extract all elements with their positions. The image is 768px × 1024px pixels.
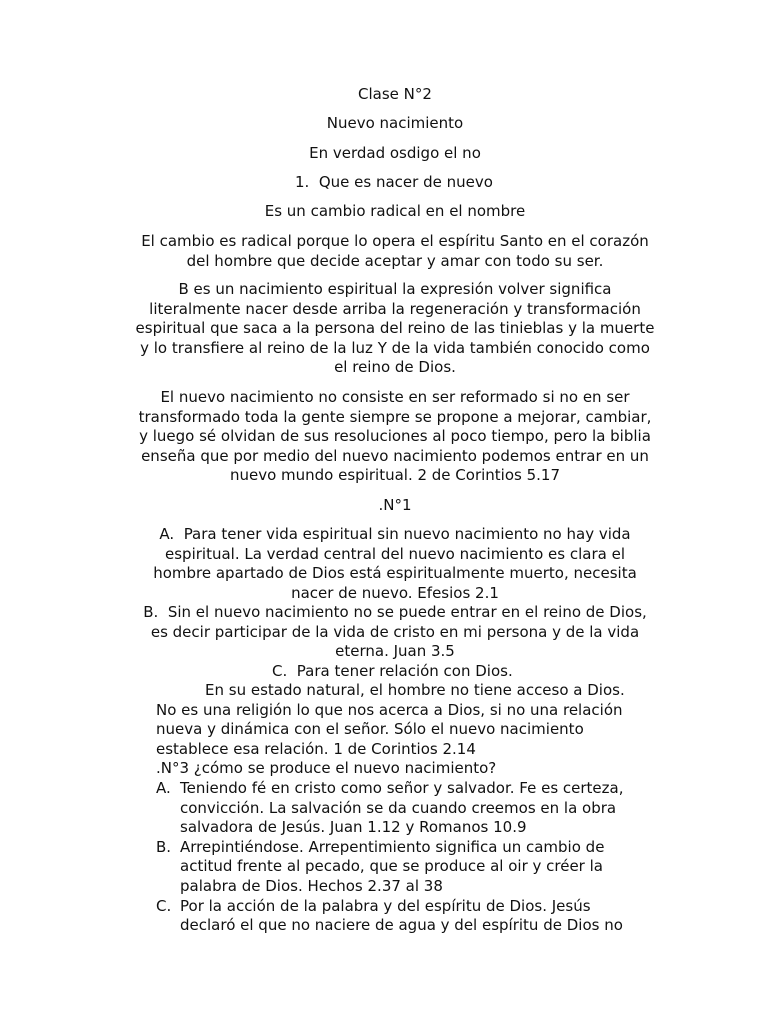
how-item-c <box>150 897 640 936</box>
how-item-a-marker: A. <box>156 779 171 797</box>
question-1-marker: 1. <box>295 173 310 191</box>
document-title: Clase N°2 <box>358 85 432 103</box>
paragraph-2: B es un nacimiento espiritual la expresión volver significa literalmente nacer desde arriba la regeneración y transformación espiritual que saca a la persona del reino de las tinieblas y la muerte y lo transfiere al reino de la luz Y de la vida también conocido como el reino de Dios. <box>135 280 655 377</box>
item-a <box>150 525 640 603</box>
how-item-c-text: Por la acción de la palabra y del espíritu de Dios. Jesús declaró el que no naciere de agua y del espíritu de Dios no <box>180 896 623 935</box>
radical-change-line: Es un cambio radical en el nombre <box>264 202 526 220</box>
question-1 <box>295 173 493 193</box>
natural-state-line: En su estado natural, el hombre no tiene acceso a Dios. <box>205 681 625 699</box>
item-b-text: Sin el nuevo nacimiento no se puede entrar en el reino de Dios, es decir participar de la vida de cristo en mi persona y de la vida eterna. Juan 3.5 <box>150 603 647 661</box>
how-item-a <box>150 779 640 838</box>
question-1-text: Que es nacer de nuevo <box>318 173 493 191</box>
paragraph-1: El cambio es radical porque lo opera el espíritu Santo en el corazón del hombre que decide aceptar y amar con todo su ser. <box>141 232 649 270</box>
item-b-marker: B. <box>143 603 159 621</box>
how-item-b-text: Arrepintiéndose. Arrepentimiento significa un cambio de actitud frente al pecado, que se produce al oir y créer la palabra de Dios. Hechos 2.37 al 38 <box>180 837 605 895</box>
section-n3-heading: .N°3 ¿cómo se produce el nuevo nacimiento? <box>156 759 497 777</box>
item-a-text: Para tener vida espiritual sin nuevo nacimiento no hay vida espiritual. La verdad central del nuevo nacimiento es clara el hombre apartado de Dios está espiritualmente muerto, necesita nacer de nuevo. Efesios 2.1 <box>153 525 637 602</box>
religion-line-1: No es una religión lo que nos acerca a Dios, si no una relación <box>156 701 623 719</box>
how-item-b-marker: B. <box>156 837 172 856</box>
how-item-c-marker: C. <box>156 896 172 915</box>
document-subtitle: Nuevo nacimiento <box>326 114 464 132</box>
item-b <box>134 603 656 662</box>
item-a-marker: A. <box>159 525 175 543</box>
verse-line: En verdad osdigo el no <box>309 144 481 162</box>
how-item-b <box>150 838 640 897</box>
how-item-a-text: Teniendo fé en cristo como señor y salvador. Fe es certeza, convicción. La salvación se da cuando creemos en la obra salvadora de Jesús. Juan 1.12 y Romanos 10.9 <box>180 779 624 837</box>
section-n1: .N°1 <box>378 496 412 514</box>
paragraph-3: El nuevo nacimiento no consiste en ser reformado si no en ser transformado toda la gente siempre se propone a mejorar, cambiar, y luego sé olvidan de sus resoluciones al poco tiempo, pero la biblia enseña que por medio del nuevo nacimiento podemos entrar en un nuevo mundo espiritual. 2 de Corintios 5.17 <box>138 388 652 485</box>
how-list <box>150 779 640 936</box>
item-c-marker: C. <box>272 662 288 680</box>
item-c <box>272 662 513 682</box>
item-c-text: Para tener relación con Dios. <box>296 662 513 680</box>
religion-line-2: nueva y dinámica con el señor. Sólo el nuevo nacimiento <box>156 720 584 738</box>
religion-line-3: establece esa relación. 1 de Corintios 2.14 <box>156 740 476 758</box>
